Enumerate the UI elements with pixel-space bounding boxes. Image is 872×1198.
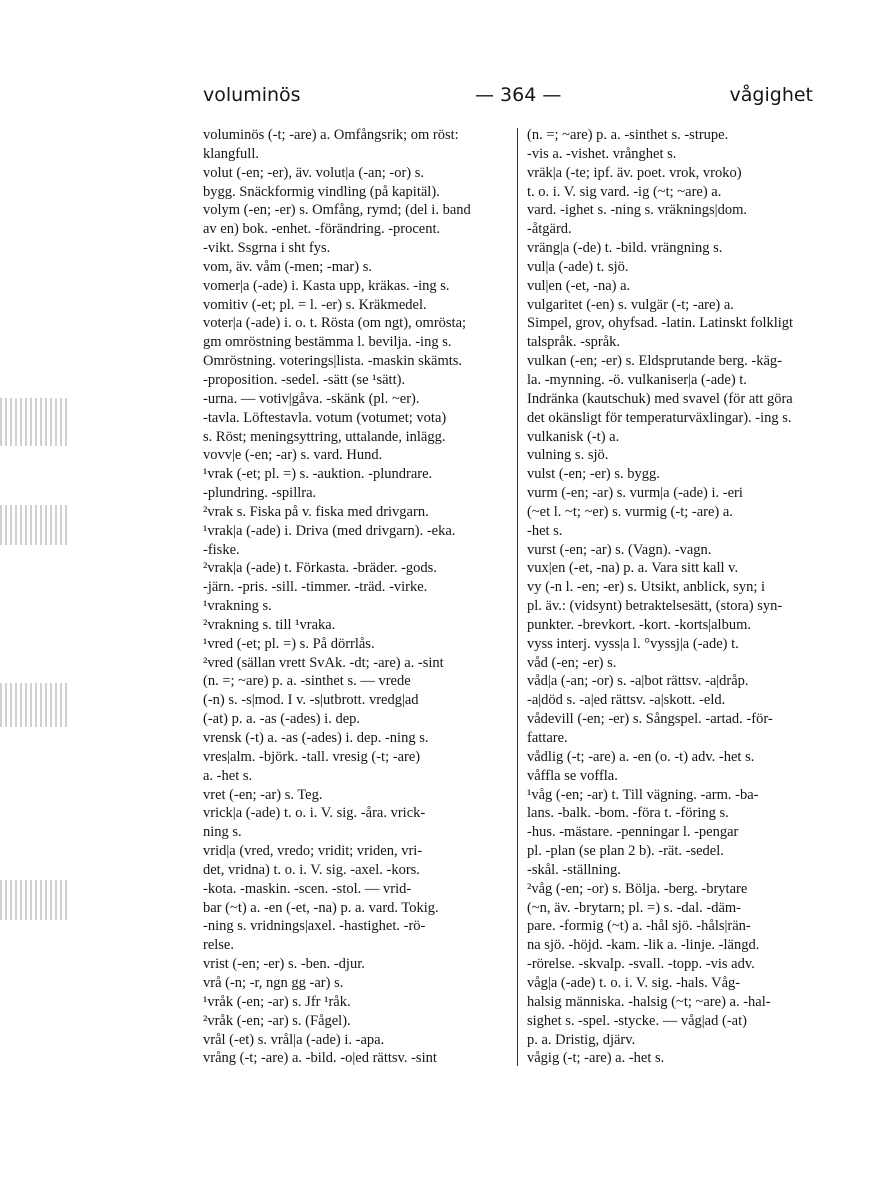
entry-line: pare. -formig (~t) a. -hål sjö. -håls|rän-	[527, 918, 751, 935]
scan-speckle	[0, 683, 70, 727]
entry-line: -åtgärd.	[527, 221, 572, 238]
entry-line: vard. -ighet s. -ning s. vräknings|dom.	[527, 202, 747, 219]
entry-line: ning s.	[203, 824, 242, 841]
entry-line: av en) bok. -enhet. -förändring. -procent.	[203, 221, 441, 238]
entry-line: ²vred (sällan vrett SvAk. -dt; -are) a. -sint	[203, 654, 444, 671]
entry-line: vom, äv. våm (-men; -mar) s.	[203, 258, 372, 275]
entry-line: -het s.	[527, 522, 563, 539]
entry-line: -fiske.	[203, 541, 240, 558]
entry-line: -vis a. -vishet. vrånghet s.	[527, 145, 677, 162]
entry-line: klangfull.	[203, 145, 259, 162]
entry-line: ¹vrakning s.	[203, 598, 272, 615]
entry-line: (n. =; ~are) p. a. -sinthet s. — vrede	[203, 673, 411, 690]
entry-line: la. -mynning. -ö. vulkaniser|a (-ade) t.	[527, 371, 747, 388]
entry-line: a. -het s.	[203, 767, 253, 784]
entry-line: våd (-en; -er) s.	[527, 654, 617, 671]
entry-line: vrång (-t; -are) a. -bild. -o|ed rättsv. -sint	[203, 1050, 437, 1067]
entry-line: Indränka (kautschuk) med svavel (för att göra	[527, 390, 793, 407]
entry-line: -a|död s. -a|ed rättsv. -a|skott. -eld.	[527, 692, 726, 709]
entry-line: vret (-en; -ar) s. Teg.	[203, 786, 323, 803]
entry-line: fattare.	[527, 730, 568, 746]
entry-line: talspråk. -språk.	[527, 334, 621, 351]
entry-line: vy (-n l. -en; -er) s. Utsikt, anblick, syn; i	[527, 579, 765, 596]
entry-line: ¹vrak (-et; pl. =) s. -auktion. -plundrare.	[203, 466, 433, 483]
entry-line: -rörelse. -skvalp. -svall. -topp. -vis adv.	[527, 956, 755, 973]
entry-line: punkter. -brevkort. -kort. -korts|album.	[527, 616, 751, 633]
entry-line: vrick|a (-ade) t. o. i. V. sig. -åra. vrick-	[203, 805, 426, 822]
entry-line: det, vridna) t. o. i. V. sig. -axel. -kors.	[203, 861, 420, 878]
entry-line: ²vråk (-en; -ar) s. (Fågel).	[203, 1012, 351, 1029]
entry-line: vräk|a (-te; ipf. äv. poet. vrok, vroko)	[527, 164, 742, 181]
entry-line: (n. =; ~are) p. a. -sinthet s. -strupe.	[527, 127, 729, 143]
entry-line: t. o. i. V. sig vard. -ig (~t; ~are) a.	[527, 183, 722, 200]
entry-line: ¹våg (-en; -ar) t. Till vägning. -arm. -ba-	[527, 786, 759, 803]
entry-line: relse.	[203, 937, 234, 954]
entry-line: vomer|a (-ade) i. Kasta upp, kräkas. -ing s.	[203, 277, 450, 294]
entry-line: Omröstning. voterings|lista. -maskin skämts.	[203, 353, 463, 370]
entry-line: halsig människa. -halsig (~t; ~are) a. -hal-	[527, 993, 771, 1010]
entry-line: bygg. Snäckformig vindling (på kapitäl).	[203, 183, 440, 200]
entry-line: (~et l. ~t; ~er) s. vurmig (-t; -are) a.	[527, 503, 733, 520]
entry-line: na sjö. -höjd. -kam. -lik a. -linje. -längd.	[527, 937, 760, 954]
entry-line: vomitiv (-et; pl. = l. -er) s. Kräkmedel.	[203, 296, 427, 313]
column-divider	[517, 128, 518, 1066]
entry-line: vågig (-t; -are) a. -het s.	[527, 1050, 665, 1067]
entry-line: -kota. -maskin. -scen. -stol. — vrid-	[203, 880, 412, 897]
entry-line: vux|en (-et, -na) p. a. Vara sitt kall v.	[527, 560, 739, 577]
entry-line: pl. äv.: (vidsynt) betraktelsesätt, (stora) syn-	[527, 598, 783, 615]
entry-line: vulning s. sjö.	[527, 447, 609, 464]
entry-line: vrå (-n; -r, ngn gg -ar) s.	[203, 974, 344, 991]
entry-line: våg|a (-ade) t. o. i. V. sig. -hals. Våg-	[527, 974, 741, 991]
header-first-word: voluminös	[203, 84, 301, 106]
entry-line: volut (-en; -er), äv. volut|a (-an; -or) s.	[203, 164, 424, 181]
entry-line: vådevill (-en; -er) s. Sångspel. -artad. -för-	[527, 711, 773, 728]
entry-line: ¹vråk (-en; -ar) s. Jfr ¹råk.	[203, 993, 351, 1010]
entry-line: -plundring. -spillra.	[203, 485, 317, 502]
scan-speckle	[0, 398, 70, 446]
entry-line: vrensk (-t) a. -as (-ades) i. dep. -ning s.	[203, 730, 429, 746]
entry-line: -vikt. Ssgrna i sht fys.	[203, 240, 331, 257]
page-number: — 364 —	[475, 84, 562, 106]
entry-line: voluminös (-t; -are) a. Omfångsrik; om röst:	[203, 127, 459, 143]
entry-line: ¹vrak|a (-ade) i. Driva (med drivgarn). -eka.	[203, 522, 456, 539]
entry-line: -tavla. Löftestavla. votum (votumet; vota)	[203, 409, 447, 426]
entry-line: p. a. Dristig, djärv.	[527, 1031, 636, 1048]
entry-line: vurst (-en; -ar) s. (Vagn). -vagn.	[527, 541, 712, 558]
entry-line: (-n) s. -s|mod. I v. -s|utbrott. vredg|ad	[203, 692, 419, 709]
entry-line: lans. -balk. -bom. -föra t. -föring s.	[527, 805, 729, 822]
entry-line: vyss interj. vyss|a l. °vyssj|a (-ade) t.	[527, 635, 739, 652]
entry-line: vulgaritet (-en) s. vulgär (-t; -are) a.	[527, 296, 734, 313]
scan-speckle	[0, 505, 70, 545]
entry-line: det okänsligt för temperaturväxlingar). -ing s.	[527, 409, 792, 426]
entry-line: Simpel, grov, ohyfsad. -latin. Latinskt folkligt	[527, 315, 794, 332]
entry-line: ²vrak|a (-ade) t. Förkasta. -bräder. -gods.	[203, 560, 437, 577]
entry-line: -hus. -mästare. -penningar l. -pengar	[527, 824, 739, 841]
entry-line: voter|a (-ade) i. o. t. Rösta (om ngt), omrösta;	[203, 315, 467, 332]
entry-line: s. Röst; meningsyttring, uttalande, inlägg.	[203, 428, 446, 445]
entry-line: vulkan (-en; -er) s. Eldsprutande berg. -käg-	[527, 353, 783, 370]
dictionary-column-right	[527, 126, 817, 1068]
dictionary-column-left	[203, 126, 509, 1068]
scan-speckle	[0, 880, 70, 920]
entry-line: vräng|a (-de) t. -bild. vrängning s.	[527, 240, 723, 257]
entry-line: vul|en (-et, -na) a.	[527, 277, 631, 294]
entry-line: vurm (-en; -ar) s. vurm|a (-ade) i. -eri	[527, 485, 743, 502]
entry-line: våd|a (-an; -or) s. -a|bot rättsv. -a|dråp.	[527, 673, 749, 690]
entry-line: vrist (-en; -er) s. -ben. -djur.	[203, 956, 365, 973]
page-header	[203, 84, 813, 114]
entry-line: -urna. — votiv|gåva. -skänk (pl. ~er).	[203, 390, 420, 407]
header-last-word: vågighet	[729, 84, 813, 106]
entry-line: vulst (-en; -er) s. bygg.	[527, 466, 660, 483]
entry-line: sighet s. -spel. -stycke. — våg|ad (-at)	[527, 1012, 747, 1029]
entry-line: ¹vred (-et; pl. =) s. På dörrlås.	[203, 635, 375, 652]
entry-line: (-at) p. a. -as (-ades) i. dep.	[203, 711, 361, 728]
entry-line: volym (-en; -er) s. Omfång, rymd; (del i. band	[203, 202, 471, 219]
entry-line: ²vrak s. Fiska på v. fiska med drivgarn.	[203, 503, 429, 520]
entry-line: -skål. -ställning.	[527, 861, 621, 878]
entry-line: -proposition. -sedel. -sätt (se ¹sätt).	[203, 371, 406, 388]
entry-line: ²våg (-en; -or) s. Bölja. -berg. -brytare	[527, 880, 748, 897]
entry-line: vres|alm. -björk. -tall. vresig (-t; -are)	[203, 748, 421, 765]
entry-line: bar (~t) a. -en (-et, -na) p. a. vard. Tokig.	[203, 899, 439, 916]
entry-line: våffla se voffla.	[527, 767, 618, 784]
entry-line: ²vrakning s. till ¹vraka.	[203, 616, 336, 633]
entry-line: vådlig (-t; -are) a. -en (o. -t) adv. -het s.	[527, 748, 755, 765]
entry-line: vovv|e (-en; -ar) s. vard. Hund.	[203, 447, 383, 464]
entry-line: gm omröstning bestämma l. bevilja. -ing s.	[203, 334, 452, 351]
entry-line: -järn. -pris. -sill. -timmer. -träd. -virke.	[203, 579, 428, 596]
entry-line: -ning s. vridnings|axel. -hastighet. -rö-	[203, 918, 426, 935]
entry-line: vul|a (-ade) t. sjö.	[527, 258, 629, 275]
entry-line: vrål (-et) s. vrål|a (-ade) i. -apa.	[203, 1031, 385, 1048]
entry-line: vrid|a (vred, vredo; vridit; vriden, vri-	[203, 843, 423, 860]
entry-line: (~n, äv. -brytarn; pl. =) s. -dal. -däm-	[527, 899, 741, 916]
entry-line: pl. -plan (se plan 2 b). -rät. -sedel.	[527, 843, 724, 860]
entry-line: vulkanisk (-t) a.	[527, 428, 620, 445]
